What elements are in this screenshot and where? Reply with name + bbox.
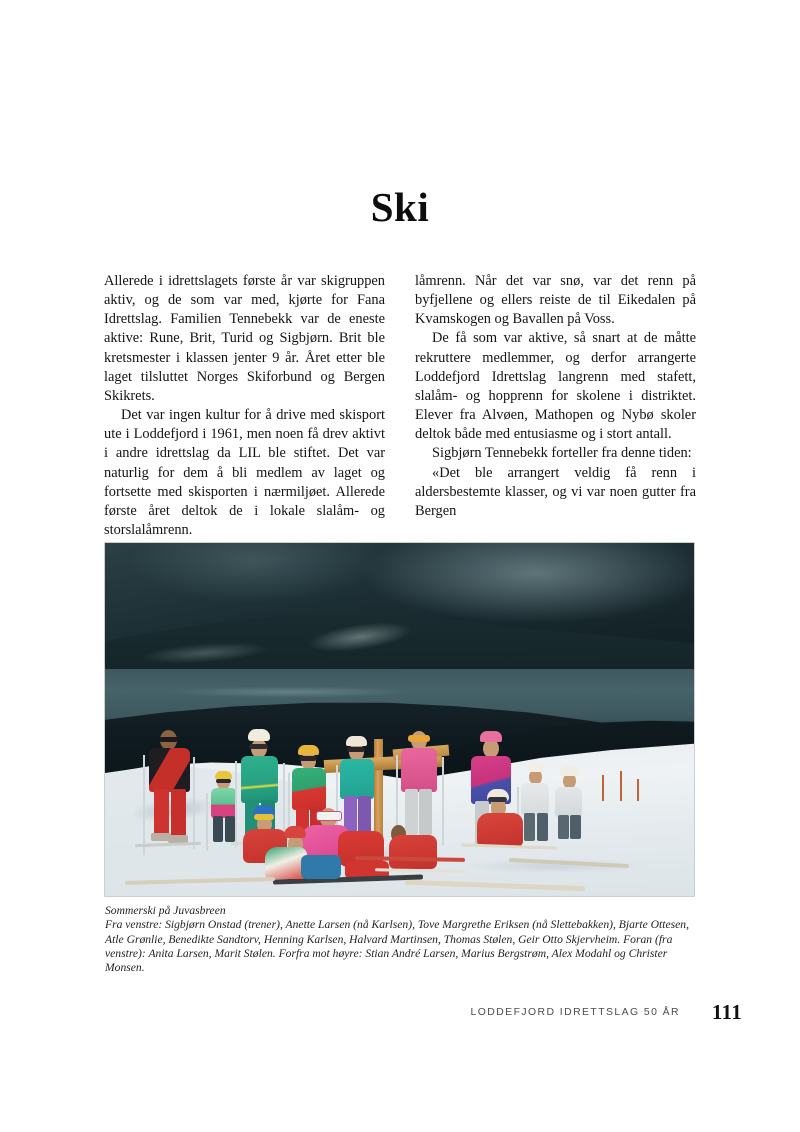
paragraph: Allerede i idrettslagets første år var skigruppen aktiv, og de som var med, kjørte for Fana Idrettslag. Familien Tennebekk var de eneste aktive: Rune, Brit, Turid og Sigbjørn. Brit ble kretsmester i klassen jenter 9 år. Året etter ble laget tilsluttet Norges Skiforbund og Bergen Skikrets.	[104, 273, 385, 404]
caption-title: Sommerski på Juvasbreen	[105, 904, 226, 917]
photo-fence-pole	[602, 775, 604, 801]
photo-lake-shimmer	[125, 683, 455, 701]
page-number: 111	[711, 1000, 742, 1024]
paragraph: De få som var aktive, så snart at de måtte rekruttere medlemmer, og derfor arrangerte Loddefjord Idrettslag langrenn med stafett, slalåm- og hopprenn for skolene i distriktet. Elever fra Alvøen, Mathopen og Nybø skoler deltok både med entusiasme og i stort antall.	[415, 330, 696, 443]
caption-body: Fra venstre: Sigbjørn Onstad (trener), Anette Larsen (nå Karlsen), Tove Margrethe Eriksen (nå Slettebakken), Bjarte Ottesen, Atle Grønlie, Benedikte Sandtorv, Henning Karlsen, Halvard Martinsen, Thomas Stølen, Geir Otto Skjervheim. Foran (fra venstre): Anita Larsen, Marit Stølen. Forfra mot høyre: Stian André Larsen, Marius Bergstrøm, Alex Modahl og Christer Monsen.	[105, 918, 689, 975]
article-body	[104, 272, 696, 540]
photo-canvas	[105, 543, 694, 896]
photograph	[105, 543, 694, 896]
paragraph: Det var ingen kultur for å drive med skisport ute i Loddefjord i 1961, men noen få drev aktivt i andre idrettslag da LIL ble stiftet. Det var naturlig for dem å bli medlem av laget og fortsette med skisporten i nærmiljøet. Allerede første året deltok de i lokale slalåm- og storslalåmrenn.	[104, 407, 385, 539]
photo-snow-shadow	[435, 855, 675, 877]
paragraph: Sigbjørn Tennebekk forteller fra denne tiden:	[432, 445, 692, 462]
photo-caption	[105, 904, 697, 975]
photo-fence-pole	[637, 779, 639, 801]
photo-fence-pole	[620, 771, 622, 801]
left-column	[104, 272, 385, 540]
paragraph: låmrenn. Når det var snø, var det renn på byfjellene og ellers reiste de til Eikedalen på Kvamskogen og Bavallen på Voss.	[415, 273, 696, 328]
paragraph: «Det ble arrangert veldig få renn i aldersbestemte klasser, og vi var noen gutter fra Bergen	[415, 464, 696, 519]
right-column	[415, 272, 696, 540]
page-title: Ski	[370, 184, 430, 230]
footer-book-title: LODDEFJORD IDRETTSLAG 50 ÅR	[470, 1007, 680, 1018]
page-footer	[0, 1000, 800, 1028]
